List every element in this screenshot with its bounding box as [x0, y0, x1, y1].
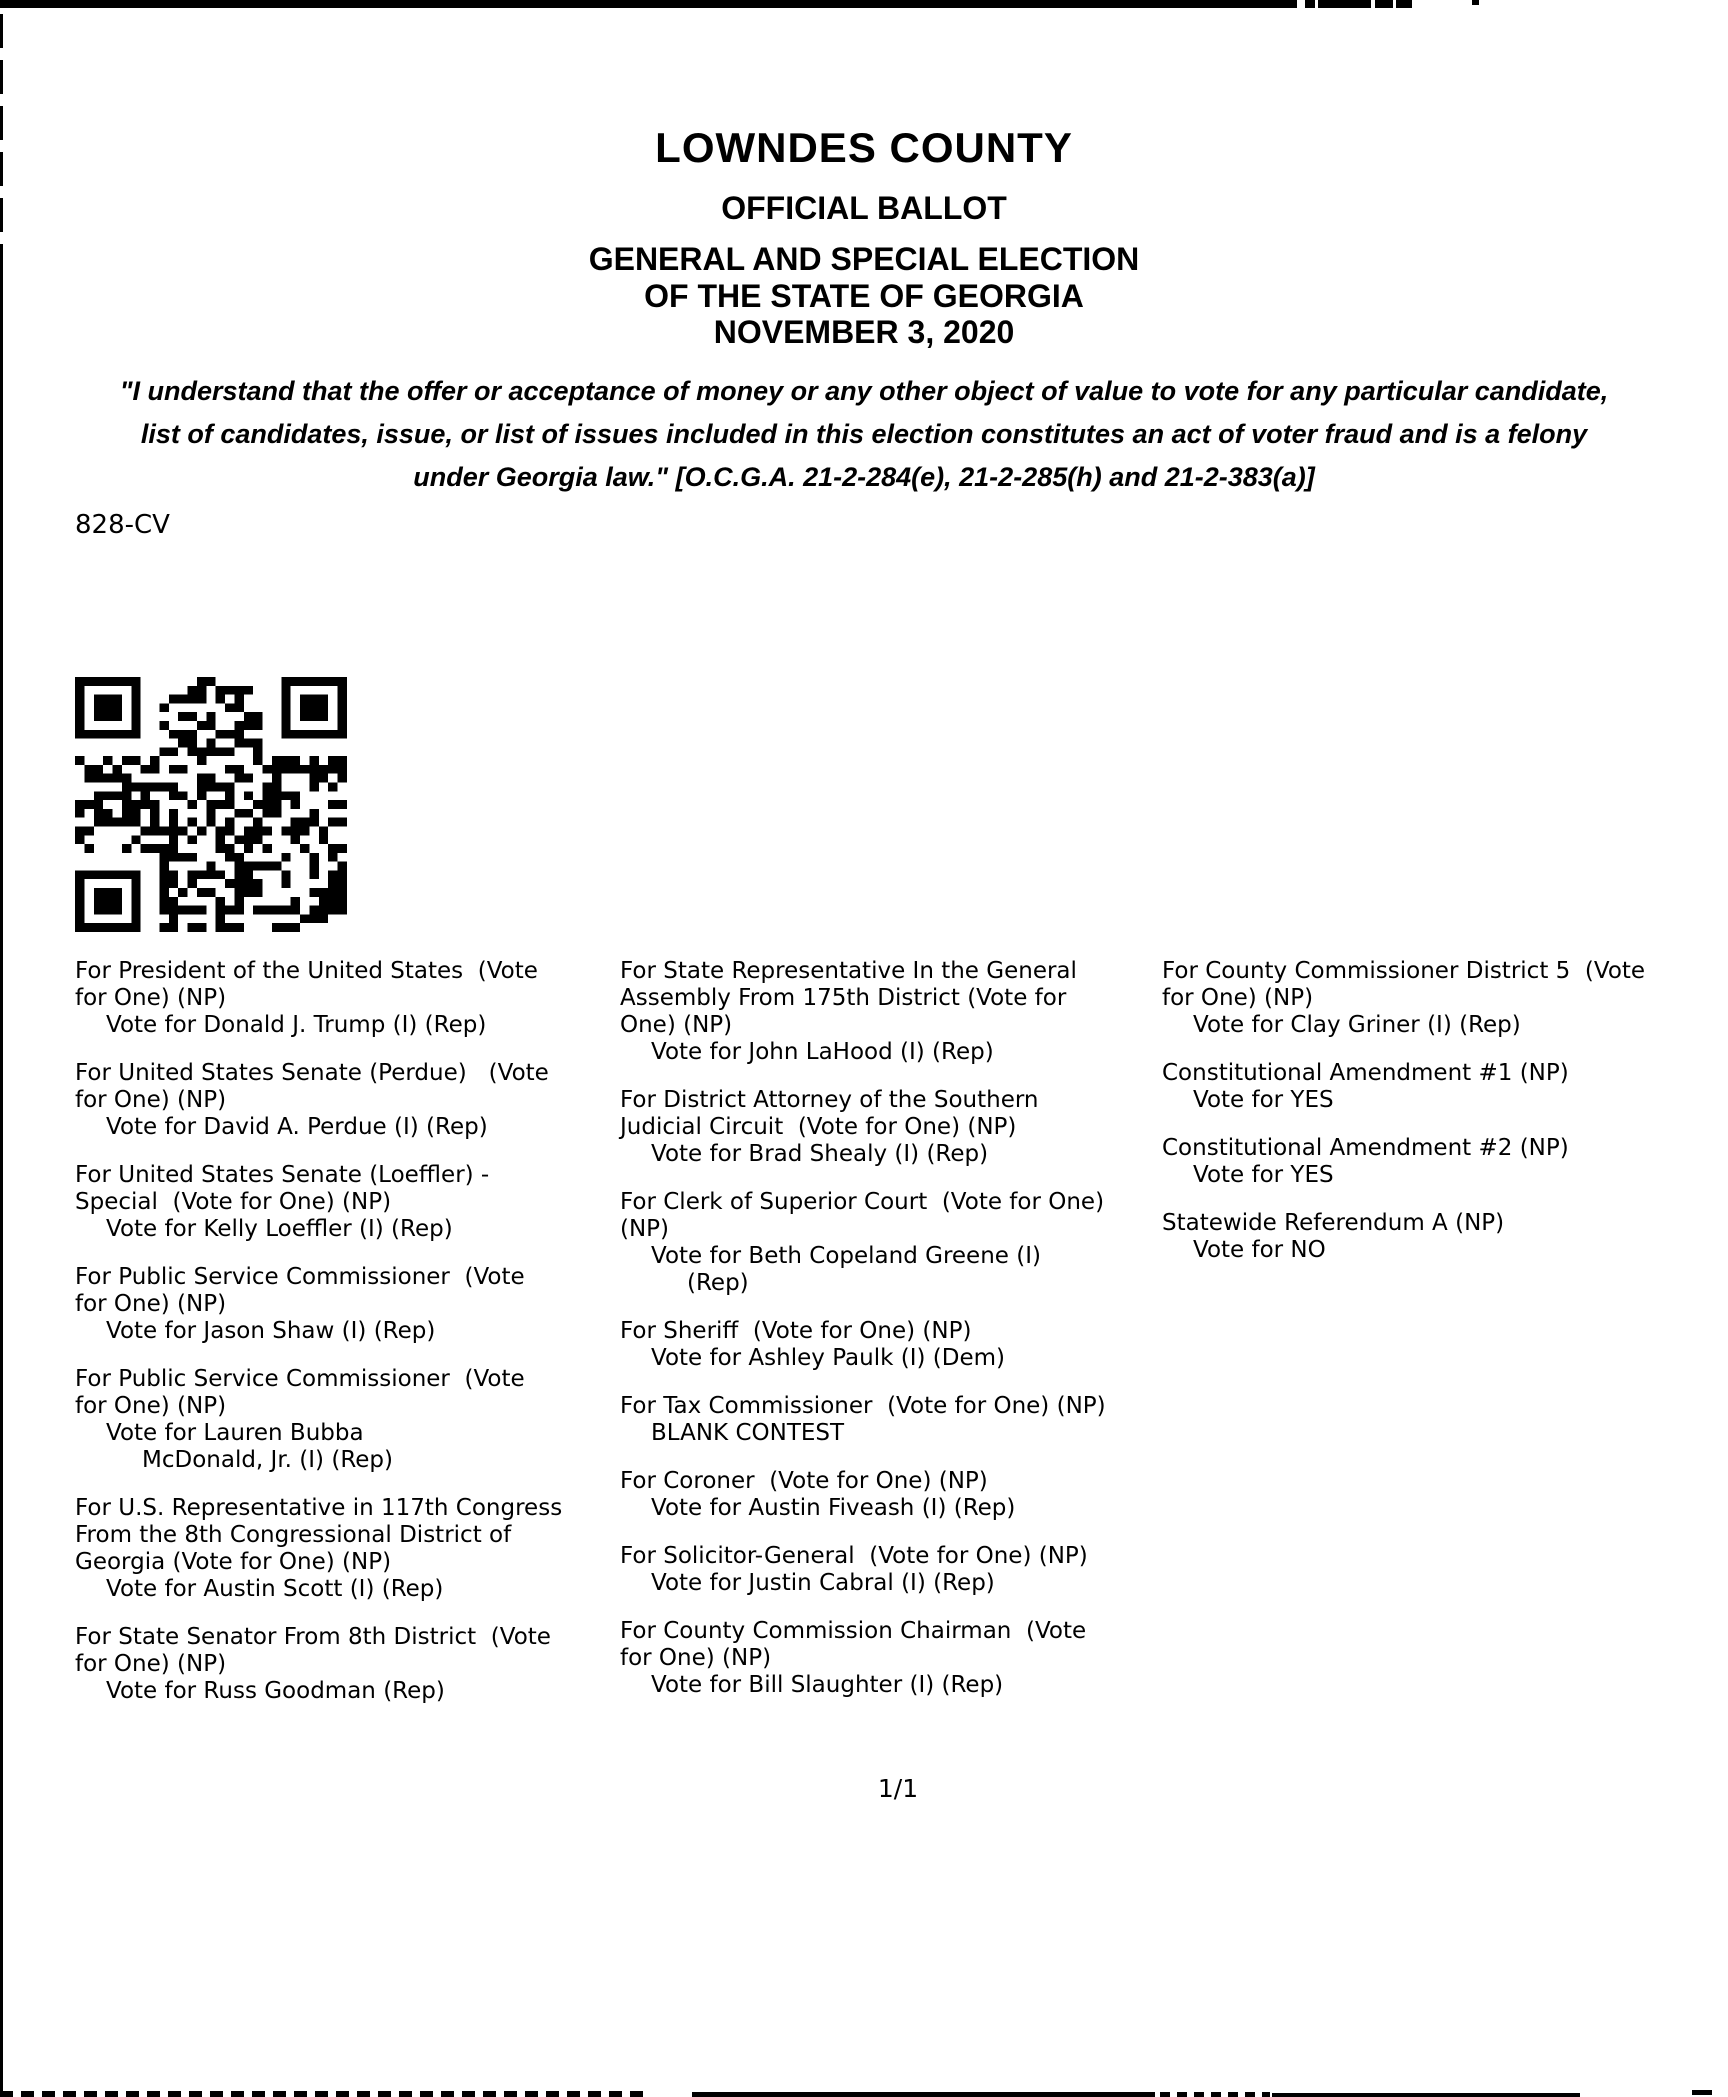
bottom-timing-mark: [1272, 2093, 1580, 2097]
contest-title-line: For Sheriff (Vote for One) (NP): [620, 1318, 972, 1344]
page-number: 1/1: [877, 1774, 919, 1803]
top-timing-mark: [1472, 0, 1479, 5]
contest: [75, 1060, 620, 1141]
contest-vote-line: Vote for Austin Fiveash (I) (Rep): [651, 1495, 1016, 1521]
contest: [75, 1624, 620, 1705]
bottom-timing-mark: [1692, 2090, 1712, 2095]
contest: [620, 1618, 1165, 1699]
contest-title-line: For District Attorney of the Southern: [620, 1087, 1039, 1113]
contest-title-line: For County Commissioner District 5 (Vote: [1162, 958, 1646, 984]
contest-vote-line: Vote for YES: [1193, 1162, 1334, 1188]
contest: [1162, 1060, 1728, 1114]
fraud-disclaimer-line: list of candidates, issue, or list of issues included in this election constitutes an act of voter fraud and is a felony: [140, 419, 1588, 449]
contest-title-line: for One) (NP): [75, 1393, 227, 1419]
contest-title-line: One) (NP): [620, 1012, 733, 1038]
contest-title-line: For President of the United States (Vote: [75, 958, 538, 984]
contest-vote-line: McDonald, Jr. (I) (Rep): [142, 1447, 393, 1473]
contest-title-line: For County Commission Chairman (Vote: [620, 1618, 1087, 1644]
contest-vote-line: Vote for Jason Shaw (I) (Rep): [106, 1318, 436, 1344]
contest-title-line: For State Senator From 8th District (Vote: [75, 1624, 551, 1650]
contest-vote-line: Vote for Lauren Bubba: [106, 1420, 364, 1446]
contest-vote-line: Vote for Austin Scott (I) (Rep): [106, 1576, 444, 1602]
contest-column-3: [1162, 958, 1728, 1285]
left-edge-mark: [0, 260, 3, 2097]
contest: [1162, 1210, 1728, 1264]
contest-title-line: Assembly From 175th District (Vote for: [620, 985, 1067, 1011]
contest: [620, 1393, 1165, 1447]
contest-vote-line: Vote for Beth Copeland Greene (I): [651, 1243, 1041, 1269]
contest-title-line: For Public Service Commissioner (Vote: [75, 1366, 525, 1392]
contest-vote-line: Vote for Brad Shealy (I) (Rep): [651, 1141, 989, 1167]
contest-vote-line: Vote for Ashley Paulk (I) (Dem): [651, 1345, 1005, 1371]
contest-vote-line: (Rep): [687, 1270, 749, 1296]
top-timing-mark: [1375, 0, 1393, 8]
contest: [75, 1264, 620, 1345]
contest-title-line: Constitutional Amendment #1 (NP): [1162, 1060, 1569, 1086]
contest-title-line: Statewide Referendum A (NP): [1162, 1210, 1505, 1236]
contest-title-line: for One) (NP): [75, 985, 227, 1011]
top-timing-mark: [1318, 0, 1371, 8]
contest: [620, 1189, 1165, 1297]
contest-vote-line: Vote for Russ Goodman (Rep): [106, 1678, 445, 1704]
contest-vote-line: Vote for Bill Slaughter (I) (Rep): [651, 1672, 1004, 1698]
contest-title-line: (NP): [620, 1216, 670, 1242]
contest-column-2: [620, 958, 1165, 1720]
contest: [620, 958, 1165, 1066]
ballot-style-code: 828-CV: [75, 510, 170, 540]
contest-title-line: For United States Senate (Loeffler) -: [75, 1162, 490, 1188]
county-title: LOWNDES COUNTY: [655, 124, 1073, 171]
ballot-type-title: OFFICIAL BALLOT: [721, 190, 1007, 226]
contest-title-line: For Tax Commissioner (Vote for One) (NP): [620, 1393, 1106, 1419]
contest: [620, 1543, 1165, 1597]
election-date: NOVEMBER 3, 2020: [713, 314, 1015, 350]
contest-title-line: Judicial Circuit (Vote for One) (NP): [620, 1114, 1017, 1140]
contest: [75, 958, 620, 1039]
contest-vote-line: Vote for Justin Cabral (I) (Rep): [651, 1570, 995, 1596]
contest-title-line: For U.S. Representative in 117th Congress: [75, 1495, 563, 1521]
contest-title-line: Georgia (Vote for One) (NP): [75, 1549, 392, 1575]
contest-vote-line: Vote for Donald J. Trump (I) (Rep): [106, 1012, 487, 1038]
contest-title-line: for One) (NP): [75, 1291, 227, 1317]
top-timing-mark: [1396, 0, 1412, 8]
contest-title-line: for One) (NP): [75, 1651, 227, 1677]
contest-vote-line: Vote for David A. Perdue (I) (Rep): [106, 1114, 488, 1140]
contest-vote-line: Vote for NO: [1193, 1237, 1326, 1263]
contest-title-line: for One) (NP): [75, 1087, 227, 1113]
contest-title-line: for One) (NP): [620, 1645, 772, 1671]
fraud-disclaimer: [34, 370, 1694, 499]
contest: [620, 1468, 1165, 1522]
election-title-line1: GENERAL AND SPECIAL ELECTION: [588, 241, 1140, 277]
qr-code-icon: [75, 677, 347, 932]
contest-vote-line: Vote for Kelly Loeffler (I) (Rep): [106, 1216, 453, 1242]
bottom-timing-mark: [1160, 2092, 1270, 2097]
top-timing-mark: [1305, 0, 1315, 8]
bottom-timing-mark: [0, 2091, 650, 2097]
contest-title-line: Special (Vote for One) (NP): [75, 1189, 392, 1215]
contest: [1162, 1135, 1728, 1189]
top-timing-mark: [0, 0, 1297, 8]
election-title-line2: OF THE STATE OF GEORGIA: [644, 278, 1084, 314]
contest: [75, 1366, 620, 1474]
contest-title-line: Constitutional Amendment #2 (NP): [1162, 1135, 1569, 1161]
contest-title-line: From the 8th Congressional District of: [75, 1522, 512, 1548]
contest-vote-line: Vote for YES: [1193, 1087, 1334, 1113]
contest-title-line: for One) (NP): [1162, 985, 1314, 1011]
fraud-disclaimer-line: under Georgia law." [O.C.G.A. 21-2-284(e), 21-2-285(h) and 21-2-383(a)]: [413, 462, 1315, 492]
contest-title-line: For United States Senate (Perdue) (Vote: [75, 1060, 549, 1086]
contest-title-line: For Public Service Commissioner (Vote: [75, 1264, 525, 1290]
contest: [620, 1087, 1165, 1168]
contest-title-line: For Coroner (Vote for One) (NP): [620, 1468, 988, 1494]
bottom-timing-mark: [692, 2092, 1155, 2097]
contest-title-line: For Clerk of Superior Court (Vote for One): [620, 1189, 1105, 1215]
fraud-disclaimer-line: "I understand that the offer or acceptance of money or any other object of value to vote for any particular candidate,: [119, 376, 1609, 406]
contest-column-1: [75, 958, 620, 1726]
contest: [75, 1162, 620, 1243]
contest-title-line: For Solicitor-General (Vote for One) (NP): [620, 1543, 1088, 1569]
contest: [1162, 958, 1728, 1039]
contest: [75, 1495, 620, 1603]
contest-vote-line: Vote for John LaHood (I) (Rep): [651, 1039, 994, 1065]
contest-vote-line: BLANK CONTEST: [651, 1420, 845, 1446]
contest-title-line: For State Representative In the General: [620, 958, 1077, 984]
contest-vote-line: Vote for Clay Griner (I) (Rep): [1193, 1012, 1521, 1038]
contest: [620, 1318, 1165, 1372]
